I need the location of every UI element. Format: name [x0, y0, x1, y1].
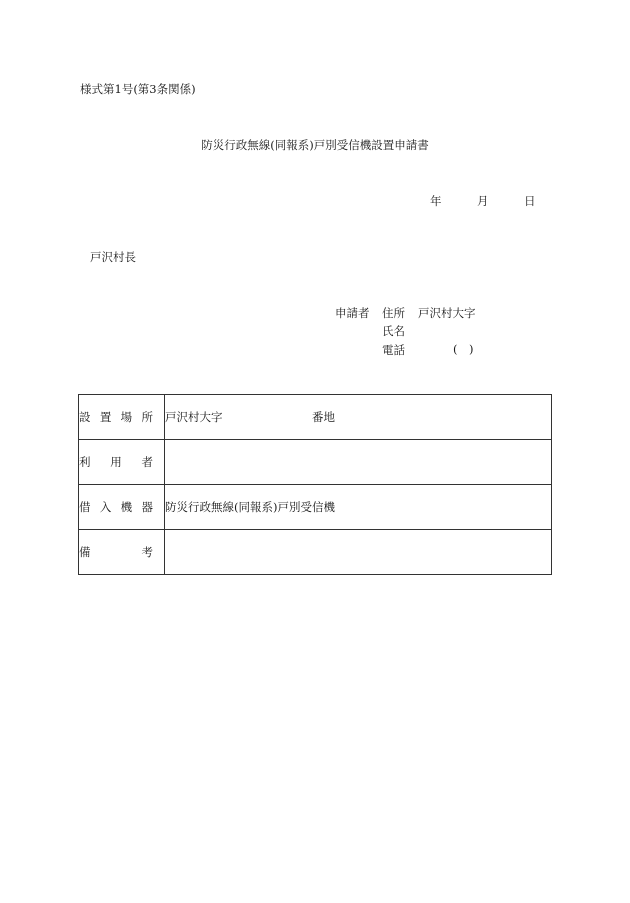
label-char: 所: [141, 410, 153, 424]
table-row-remarks: [79, 530, 552, 575]
address-value: 戸沢村大字: [418, 306, 476, 320]
row-value[interactable]: [165, 530, 552, 575]
label-char: 考: [141, 545, 153, 559]
label-char: 者: [141, 455, 153, 469]
label-char: 器: [141, 500, 153, 514]
phone-paren-open: (: [453, 342, 458, 356]
label-char: 場: [120, 410, 133, 424]
label-char: 入: [99, 500, 112, 514]
borrowed-equipment-value: 防災行政無線(同報系)戸別受信機: [165, 500, 335, 514]
label-char: 利: [79, 455, 91, 469]
table-row-user: [79, 440, 552, 485]
label-char: 借: [79, 500, 91, 514]
document-title: 防災行政無線(同報系)戸別受信機設置申請書: [201, 138, 429, 152]
row-label: [79, 530, 165, 575]
installation-place-value: 戸沢村大字: [165, 410, 223, 424]
row-label: [79, 440, 165, 485]
banchi-label: 番地: [312, 410, 335, 424]
applicant-label: 申請者: [335, 306, 370, 320]
date-day-label: 日: [524, 194, 536, 208]
row-value[interactable]: [165, 440, 552, 485]
phone-paren-close: ): [469, 342, 474, 356]
row-value[interactable]: [165, 485, 552, 530]
date-month-label: 月: [477, 194, 489, 208]
label-char: 用: [110, 455, 122, 469]
row-label: [79, 485, 165, 530]
phone-label: 電話: [382, 343, 405, 357]
name-label: 氏名: [382, 324, 405, 338]
table-row-borrowed-equipment: [79, 485, 552, 530]
label-char: 備: [79, 545, 91, 559]
label-char: 置: [99, 410, 112, 424]
row-value[interactable]: [165, 395, 552, 440]
date-year-label: 年: [430, 194, 442, 208]
label-char: 機: [120, 500, 133, 514]
addressee: 戸沢村長: [90, 250, 136, 264]
info-table: [78, 394, 552, 575]
table-row-installation-place: [79, 395, 552, 440]
row-label: [79, 395, 165, 440]
address-label: 住所: [382, 306, 405, 320]
label-char: 設: [79, 410, 91, 424]
form-number: 様式第1号(第3条関係): [80, 82, 196, 96]
